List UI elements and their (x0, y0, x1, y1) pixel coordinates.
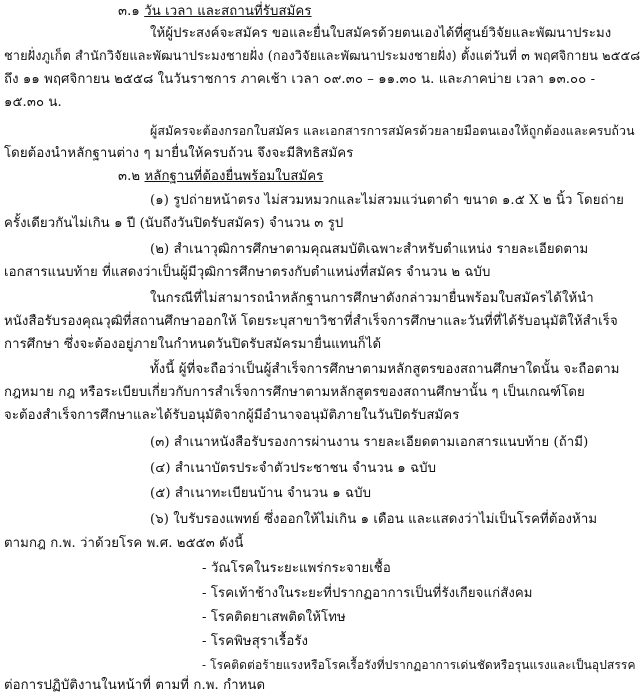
section-3-1-para1-line1: ให้ผู้ประสงค์จะสมัคร ขอและยื่นใบสมัครด้วยตนเองได้ที่ศูนย์วิจัยและพัฒนาประมง (150, 26, 612, 41)
item-2-line1: (๒) สำเนาวุฒิการศึกษาตามคุณสมบัติเฉพาะสำหรับตำแหน่ง รายละเอียดตาม (150, 242, 589, 257)
item-4: (๔) สำเนาบัตรประจำตัวประชาชน จำนวน ๑ ฉบับ (150, 461, 437, 476)
section-3-1-heading (118, 3, 312, 21)
item-6-line1: (๖) ใบรับรองแพทย์ ซึ่งออกให้ไม่เกิน ๑ เดือน และแสดงว่าไม่เป็นโรคที่ต้องห้าม (150, 512, 598, 527)
section-3-1-para2-line1: ผู้สมัครจะต้องกรอกใบสมัคร และเอกสารการสมัครด้วยลายมือตนเองให้ถูกต้องและครบถ้วน (150, 123, 635, 138)
disease-list-item: - โรคพิษสุราเรื้อรัง (202, 634, 309, 649)
section-3-1-para2-line2: โดยต้องนำหลักฐานต่าง ๆ มายื่นให้ครบถ้วน จึงจะมีสิทธิสมัคร (4, 146, 354, 161)
section-3-2-number: ๓.๒ (118, 169, 141, 184)
disease-list-item: - วัณโรคในระยะแพร่กระจายเชื้อ (202, 561, 391, 576)
note-1-line1: ในกรณีที่ไม่สามารถนำหลักฐานการศึกษาดังกล่าวมายื่นพร้อมใบสมัครได้ให้นำ (150, 291, 594, 306)
disease-list-item: - โรคติดต่อร้ายแรงหรือโรคเรื้อรังที่ปรากฏอาการเด่นชัดหรือรุนแรงและเป็นอุปสรรค (202, 658, 636, 672)
note-1-line2: หนังสือรับรองคุณวุฒิที่สถานศึกษาออกให้ โดยระบุสาขาวิชาที่สำเร็จการศึกษาและวันที่ที่ได้รับอนุมัติให้สำเร็จ (4, 314, 618, 329)
section-3-1-para1-line3: ถึง ๑๑ พฤศจิกายน ๒๕๕๘ ในวันราชการ ภาคเช้า เวลา ๐๙.๓๐ – ๑๑.๓๐ น. และภาคบ่าย เวลา ๑๓.๐๐ - (4, 72, 596, 87)
section-3-1-number: ๓.๑ (118, 4, 140, 19)
section-3-1-para1-line4: ๑๕.๓๐ น. (4, 95, 62, 110)
item-1-line1: (๑) รูปถ่ายหน้าตรง ไม่สวมหมวกและไม่สวมแว่นตาดำ ขนาด ๑.๕ X ๒ นิ้ว โดยถ่าย (150, 193, 624, 208)
note-2-line1: ทั้งนี้ ผู้ที่จะถือว่าเป็นผู้สำเร็จการศึกษาตามหลักสูตรของสถานศึกษาใดนั้น จะถือตาม (150, 362, 620, 377)
item-1-line2: ครั้งเดียวกันไม่เกิน ๑ ปี (นับถึงวันปิดรับสมัคร) จำนวน ๓ รูป (4, 216, 344, 231)
section-3-2-title: หลักฐานที่ต้องยื่นพร้อมใบสมัคร (144, 169, 324, 184)
item-3: (๓) สำเนาหนังสือรับรองการผ่านงาน รายละเอียดตามเอกสารแนบท้าย (ถ้ามี) (150, 435, 589, 450)
note-2-line3: จะต้องสำเร็จการศึกษาและได้รับอนุมัติจากผู้มีอำนาจอนุมัติภายในวันปิดรับสมัคร (4, 408, 460, 423)
section-3-2-heading (118, 168, 323, 186)
item-6-line2: ตามกฎ ก.พ. ว่าด้วยโรค พ.ศ. ๒๕๕๓ ดังนี้ (4, 536, 244, 551)
final-line: ต่อการปฏิบัติงานในหน้าที่ ตามที่ ก.พ. กำหนด (4, 678, 266, 693)
note-1-line3: การศึกษา ซึ่งจะต้องอยู่ภายในกำหนดวันปิดรับสมัครมายื่นแทนก็ได้ (4, 337, 382, 352)
disease-list-item: - โรคติดยาเสพติดให้โทษ (202, 610, 346, 625)
item-5: (๕) สำเนาทะเบียนบ้าน จำนวน ๑ ฉบับ (150, 486, 372, 501)
item-2-line2: เอกสารแนบท้าย ที่แสดงว่าเป็นผู้มีวุฒิการศึกษาตรงกับตำแหน่งที่สมัคร จำนวน ๒ ฉบับ (4, 265, 491, 280)
note-2-line2: กฎหมาย กฎ หรือระเบียบเกี่ยวกับการสำเร็จการศึกษาตามหลักสูตรของสถานศึกษานั้น ๆ เป็นเกณฑ์โดย (4, 385, 585, 400)
section-3-1-title: วัน เวลา และสถานที่รับสมัคร (144, 4, 312, 19)
disease-list-item: - โรคเท้าช้างในระยะที่ปรากฏอาการเป็นที่รังเกียจแก่สังคม (202, 586, 533, 601)
section-3-1-para1-line2: ชายฝั่งภูเก็ต สำนักวิจัยและพัฒนาประมงชายฝั่ง (กองวิจัยและพัฒนาประมงชายฝั่ง) ตั้งแต่วันที่ ๓ พฤศจิกายน ๒๕๕๘ (4, 49, 641, 64)
